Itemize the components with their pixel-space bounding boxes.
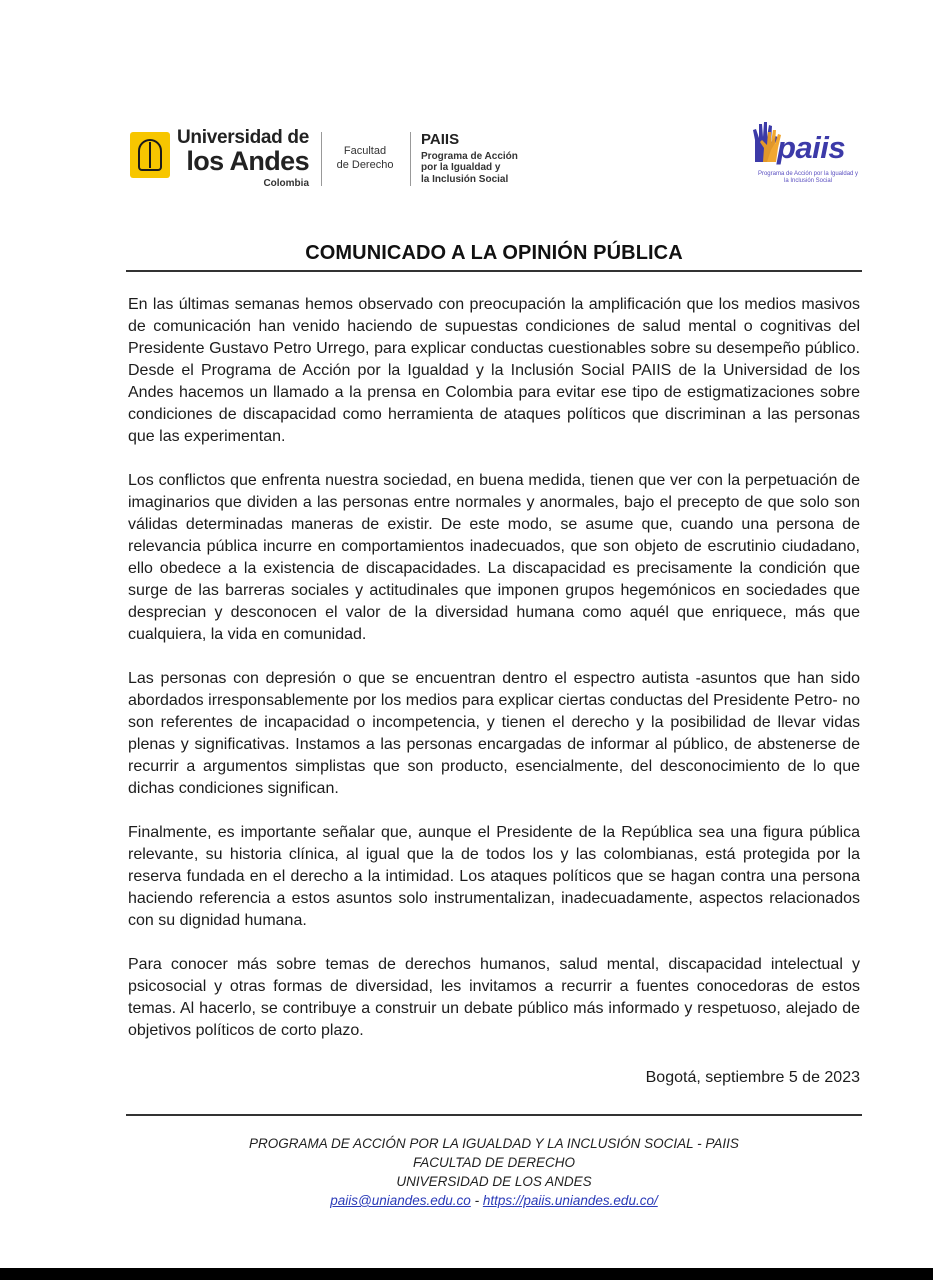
- header-logos: [130, 128, 518, 192]
- paragraph: Las personas con depresión o que se encuentran dentro el espectro autista -asuntos que han sido abordados irresponsablemente por los medios para explicar ciertas conductas del Presidente Petro- no son referentes de incapacidad o incompetencia, y tienen el derecho y la posibilidad de llevar vidas plenas y significativas. Instamos a las personas encargadas de informar al público, de abstenerse de recurrir a argumentos simplistas que son producto, esencialmente, del desconocimiento de lo que dichas condiciones significan.: [128, 670, 860, 797]
- university-name: [177, 128, 309, 189]
- program-acronym: PAIIS: [421, 131, 460, 148]
- email-link[interactable]: paiis@uniandes.edu.co: [330, 1193, 471, 1208]
- paragraph: Los conflictos que enfrenta nuestra sociedad, en buena medida, tienen que ver con la perpetuación de imaginarios que dividen a las personas entre normales y anormales, bajo el precepto de que solo son válidas determinadas maneras de existir. De este modo, se asume que, cuando una persona de relevancia pública incurre en comportamientos inadecuados, que son objeto de escrutinio ciudadano, ello obedece a la existencia de discapacidades. La discapacidad es precisamente la condición que surge de las barreras sociales y actitudinales que imponen grupos hegemónicos en sociedades que desprecian y desconocen el valor de la diversidad humana como aquél que enriquece, más que cualquiera, la vida en comunidad.: [128, 472, 860, 643]
- faculty-line1: Facultad: [343, 145, 387, 157]
- program-line1: Programa de Acción: [421, 150, 518, 162]
- faculty-name: [332, 145, 398, 173]
- document-title: COMUNICADO A LA OPINIÓN PÚBLICA: [305, 242, 683, 264]
- bottom-edge-bar: [0, 1268, 933, 1280]
- footer-line3: UNIVERSIDAD DE LOS ANDES: [396, 1174, 592, 1189]
- university-country: Colombia: [263, 178, 310, 189]
- footer: [126, 1134, 862, 1210]
- footer-contact: [126, 1191, 862, 1210]
- website-link[interactable]: https://paiis.uniandes.edu.co/: [482, 1193, 658, 1208]
- university-seal-icon: [130, 132, 170, 178]
- date-line: Bogotá, septiembre 5 de 2023: [645, 1069, 860, 1086]
- paragraph: En las últimas semanas hemos observado con preocupación la amplificación que los medios masivos de comunicación han venido haciendo de supuestas condiciones de salud mental o cognitivas del Presidente Gustavo Petro Urrego, para explicar conductas cuestionables sobre su desempeño público. Desde el Programa de Acción por la Igualdad y la Inclusión Social PAIIS de la Universidad de los Andes hacemos un llamado a la prensa en Colombia para evitar ese tipo de estigmatizaciones sobre condiciones de discapacidad como herramienta de ataques políticos que discriminan a las personas que las experimentan.: [128, 296, 860, 445]
- university-name-line1: Universidad de: [177, 127, 310, 148]
- header-divider: [410, 132, 411, 186]
- paiis-logo: [745, 118, 857, 188]
- footer-rule: [126, 1114, 862, 1116]
- faculty-line2: de Derecho: [336, 158, 394, 171]
- program-name: [421, 132, 518, 185]
- paiis-logo-subtitle: Programa de Acción por la Igualdad y la Inclusión Social: [757, 171, 859, 185]
- program-fullname: [421, 151, 518, 186]
- paiis-logo-word: paiis: [777, 130, 846, 165]
- footer-separator: -: [474, 1193, 483, 1208]
- footer-line2: FACULTAD DE DERECHO: [412, 1155, 575, 1170]
- document-body: [128, 294, 860, 1064]
- program-line3: la Inclusión Social: [421, 173, 509, 185]
- title-rule: [126, 270, 862, 272]
- program-line2: por la Igualdad y: [421, 162, 501, 173]
- paragraph: Finalmente, es importante señalar que, aunque el Presidente de la República sea una figura pública relevante, su historia clínica, al igual que la de todos los y las colombianas, está protegida por la reserva fundada en el derecho a la intimidad. Los ataques políticos que se hagan contra una persona haciendo referencia a estos asuntos solo instrumentalizan, inadecuadamente, aspectos relacionados con su dignidad humana.: [128, 824, 860, 929]
- university-name-line2: los Andes: [186, 146, 310, 176]
- paragraph: Para conocer más sobre temas de derechos humanos, salud mental, discapacidad intelectual y psicosocial y otras formas de diversidad, les invitamos a recurrir a fuentes conocedoras de estos temas. Al hacerlo, se contribuye a construir un debate público más informado y respetuoso, alejado de objetivos políticos de corto plazo.: [128, 956, 860, 1039]
- header-divider: [321, 132, 322, 186]
- footer-line1: PROGRAMA DE ACCIÓN POR LA IGUALDAD Y LA INCLUSIÓN SOCIAL - PAIIS: [249, 1136, 739, 1151]
